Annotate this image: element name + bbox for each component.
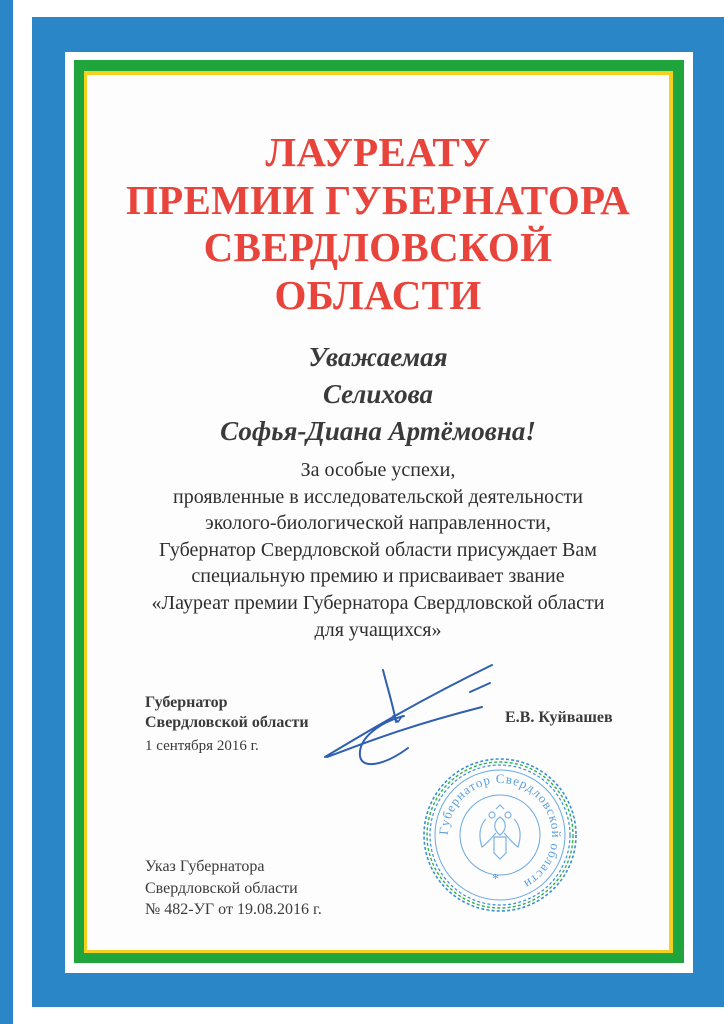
recipient-given-names: Софья-Диана Артёмовна! bbox=[220, 416, 536, 446]
award-line-6: «Лауреат премии Губернатора Свердловской области bbox=[151, 591, 605, 614]
greeting: Уважаемая bbox=[308, 342, 448, 372]
position-line-1: Губернатор bbox=[145, 694, 228, 711]
decree-line-2: Свердловской области bbox=[145, 879, 298, 897]
svg-text:*: * bbox=[492, 872, 499, 887]
decree-reference bbox=[145, 856, 322, 921]
award-line-7: для учащихся» bbox=[314, 618, 442, 641]
award-line-5: специальную премию и присваивает звание bbox=[191, 565, 565, 588]
certificate-title bbox=[87, 129, 669, 319]
decree-line-1: Указ Губернатора bbox=[145, 858, 265, 875]
signing-date: 1 сентября 2016 г. bbox=[145, 738, 259, 754]
decree-line-3: № 482-УГ от 19.08.2016 г. bbox=[145, 901, 322, 918]
recipient-surname: Селихова bbox=[322, 379, 434, 409]
left-blue-strip bbox=[0, 0, 13, 1024]
award-text bbox=[87, 457, 669, 643]
salutation bbox=[87, 339, 669, 450]
title-line-2: ПРЕМИИ ГУБЕРНАТОРА bbox=[125, 176, 631, 223]
double-headed-eagle-icon bbox=[480, 805, 520, 859]
award-line-2: проявленные в исследовательской деятельности bbox=[173, 485, 583, 508]
official-seal-icon bbox=[420, 755, 580, 915]
award-line-4: Губернатор Свердловской области присуждает Вам bbox=[159, 538, 597, 561]
signatory-name: Е.В. Куйвашев bbox=[505, 709, 613, 726]
award-line-3: эколого-биологической направленности, bbox=[205, 512, 551, 535]
title-line-1: ЛАУРЕАТУ bbox=[265, 129, 491, 175]
title-line-4: ОБЛАСТИ bbox=[274, 271, 482, 318]
award-line-1: За особые успехи, bbox=[300, 459, 456, 481]
signatory-position bbox=[145, 693, 309, 733]
position-line-2: Свердловской области bbox=[145, 714, 309, 731]
title-line-3: СВЕРДЛОВСКОЙ bbox=[203, 224, 553, 270]
svg-text:Губернатор Свердловской област: Губернатор Свердловской области bbox=[435, 770, 565, 893]
